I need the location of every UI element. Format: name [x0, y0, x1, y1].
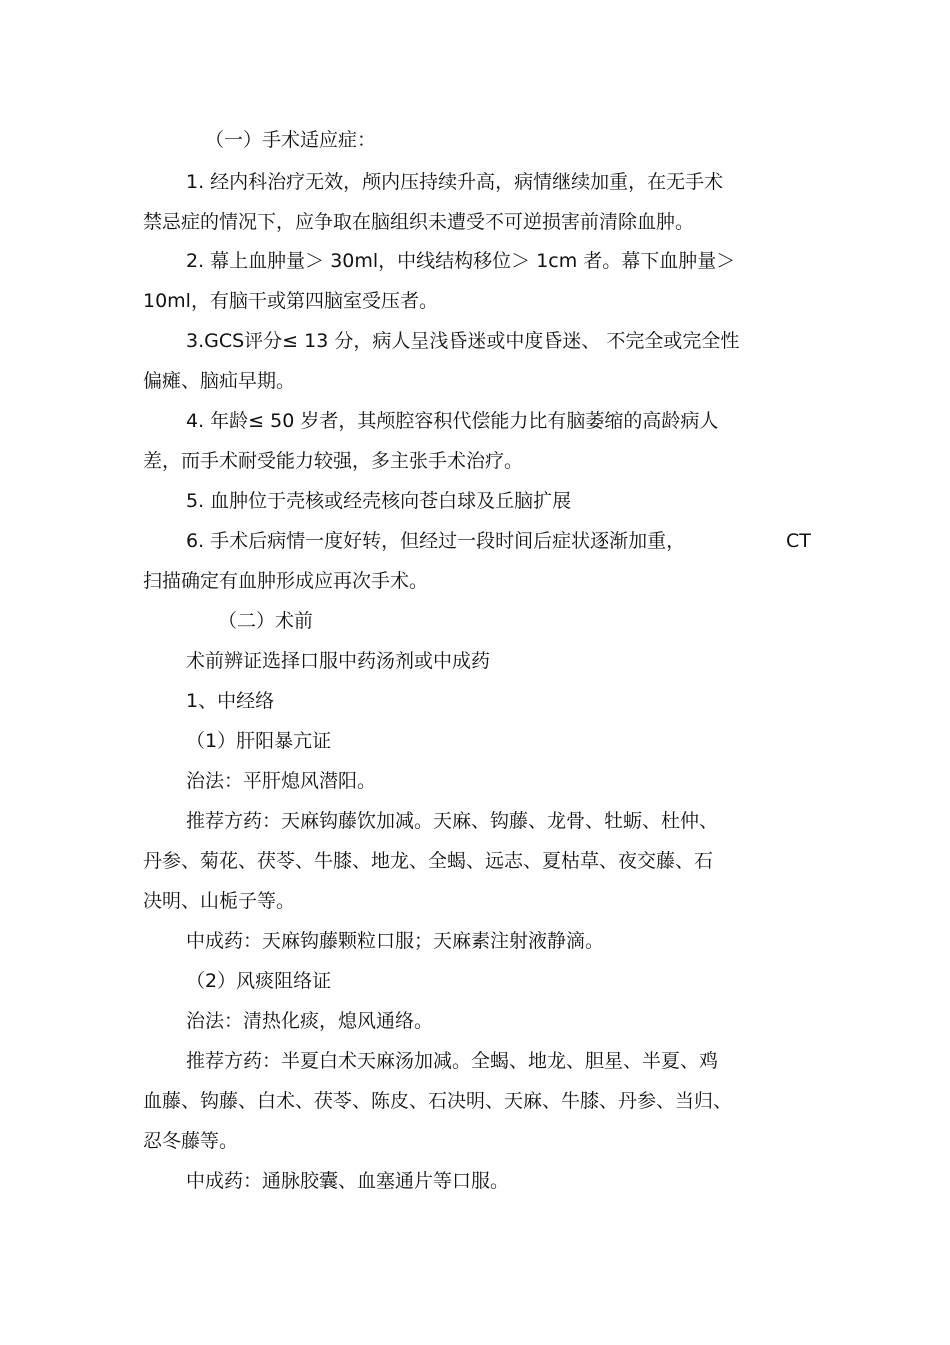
heading-surgical-indications: （一）手术适应症：: [205, 129, 377, 151]
item-1-line-2: 禁忌症的情况下，应争取在脑组织未遭受不可逆损害前清除血肿。: [143, 211, 695, 233]
syndrome-2-patent-medicine: 中成药：通脉胶囊、血塞通片等口服。: [186, 1170, 510, 1192]
syndrome-2-formula-line-2: 血藤、钩藤、白术、茯苓、陈皮、石决明、天麻、牛膝、丹参、当归、: [143, 1090, 733, 1112]
item-1-line-1: 1. 经内科治疗无效，颅内压持续升高，病情继续加重，在无手术: [186, 171, 724, 193]
item-4-line-2: 差，而手术耐受能力较强，多主张手术治疗。: [143, 450, 524, 472]
item-5-line-1: 5. 血肿位于壳核或经壳核向苍白球及丘脑扩展: [186, 490, 572, 512]
syndrome-1-formula-line-1: 推荐方药：天麻钩藤饮加减。天麻、钩藤、龙骨、牡蛎、杜仲、: [186, 810, 719, 832]
syndrome-1-formula-line-2: 丹参、菊花、茯苓、牛膝、地龙、全蝎、远志、夏枯草、夜交藤、石: [143, 850, 714, 872]
item-2-line-2: 10ml，有脑干或第四脑室受压者。: [143, 290, 438, 312]
item-6-line-2: 扫描确定有血肿形成应再次手术。: [143, 570, 429, 592]
syndrome-1-formula-line-3: 决明、山栀子等。: [143, 890, 296, 912]
syndrome-2-formula-line-1: 推荐方药：半夏白术天麻汤加减。全蝎、地龙、胆星、半夏、鸡: [186, 1050, 719, 1072]
syndrome-2-formula-line-3: 忍冬藤等。: [143, 1130, 239, 1152]
subheading-zhongjingluo: 1、中经络: [186, 690, 275, 712]
heading-preoperative: （二）术前: [218, 610, 314, 632]
item-6-line-1: 6. 手术后病情一度好转，但经过一段时间后症状逐渐加重，: [186, 530, 686, 552]
item-4-line-1: 4. 年龄≤ 50 岁者，其颅腔容积代偿能力比有脑萎缩的高龄病人: [186, 410, 719, 432]
syndrome-1-title: （1）肝阳暴亢证: [186, 730, 332, 752]
item-2-line-1: 2. 幕上血肿量＞ 30ml，中线结构移位＞ 1cm 者。幕下血肿量＞: [186, 250, 736, 272]
syndrome-1-method: 治法：平肝熄风潜阳。: [186, 770, 377, 792]
item-6-ct-text: CT: [786, 530, 811, 552]
item-3-line-1: 3.GCS评分≤ 13 分，病人呈浅昏迷或中度昏迷、 不完全或完全性: [186, 330, 740, 352]
item-3-line-2: 偏瘫、脑疝早期。: [143, 370, 296, 392]
preop-intro: 术前辨证选择口服中药汤剂或中成药: [186, 650, 491, 672]
syndrome-1-patent-medicine: 中成药：天麻钩藤颗粒口服；天麻素注射液静滴。: [186, 930, 605, 952]
syndrome-2-method: 治法：清热化痰，熄风通络。: [186, 1010, 434, 1032]
syndrome-2-title: （2）风痰阻络证: [186, 970, 332, 992]
